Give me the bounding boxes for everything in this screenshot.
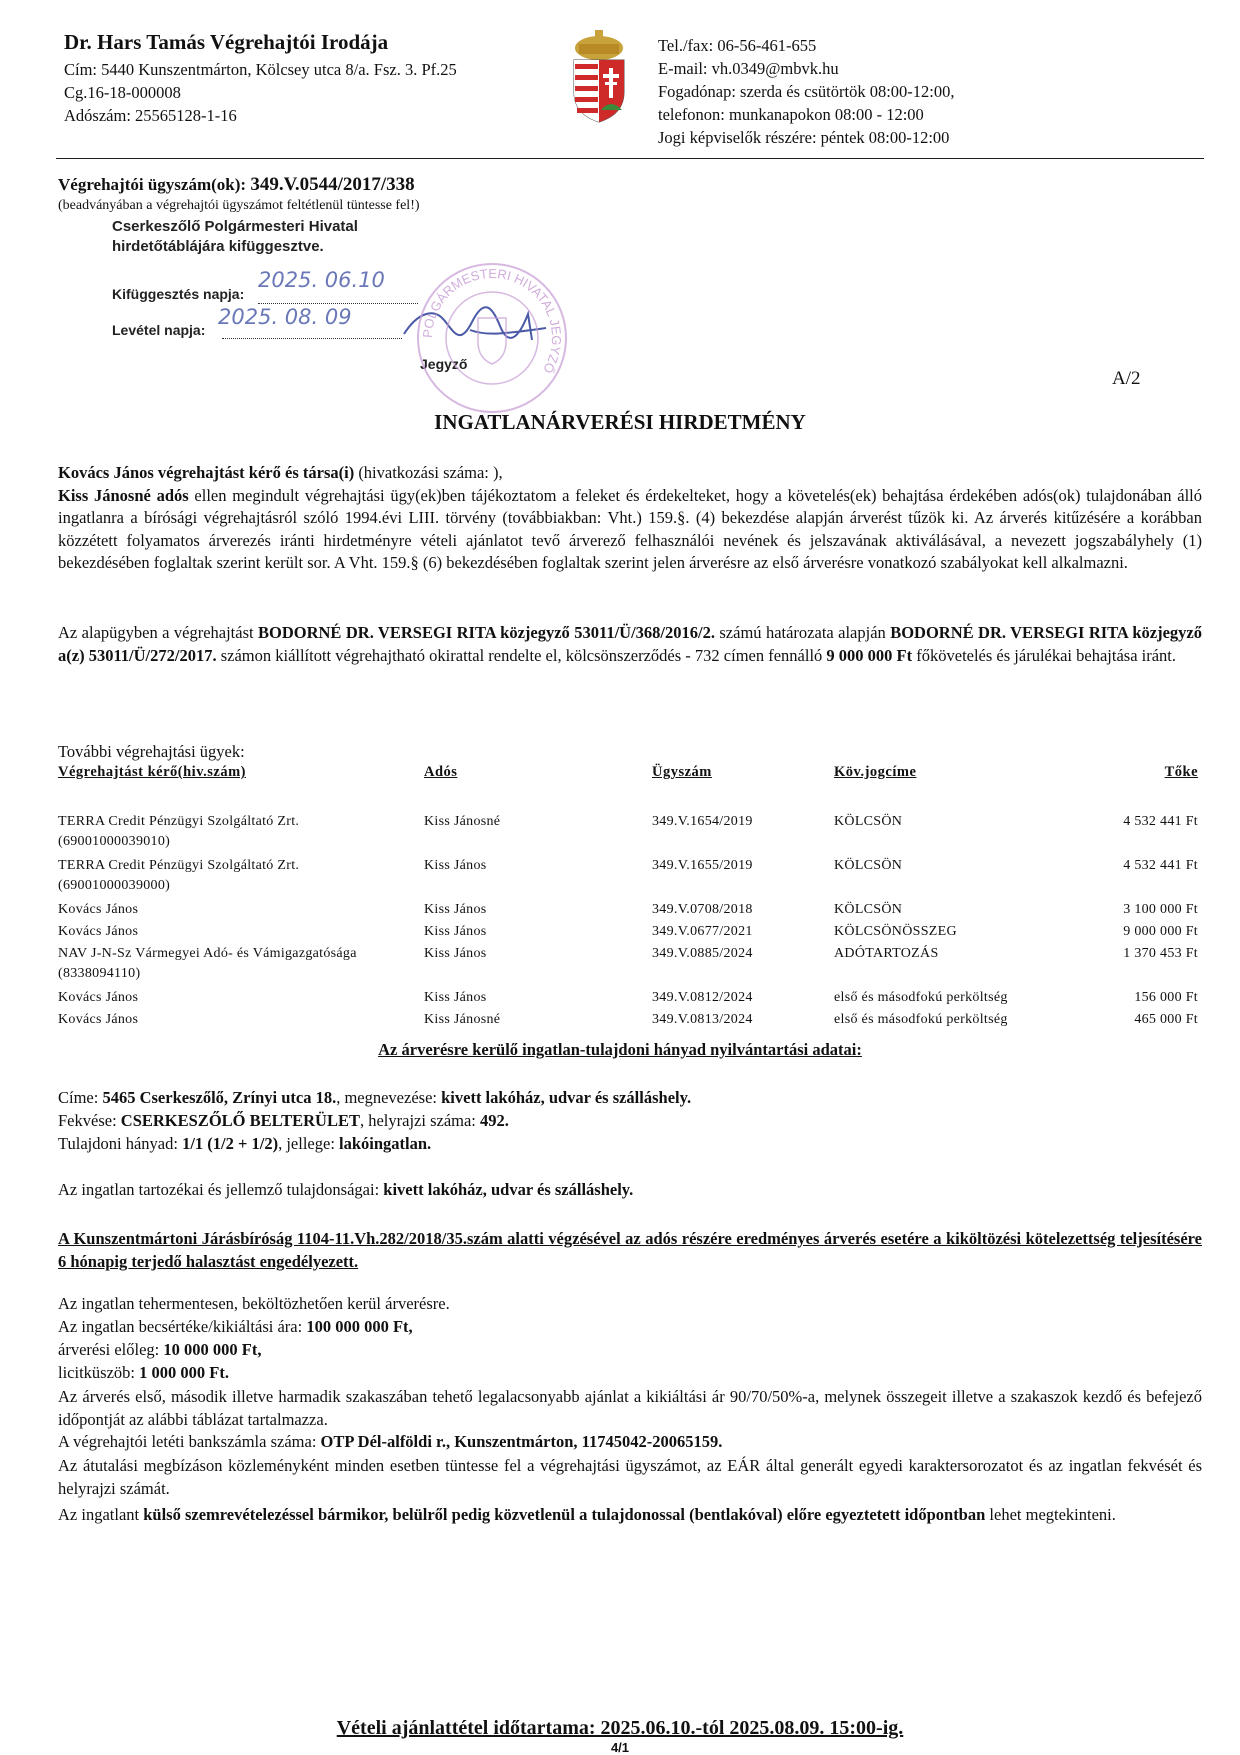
case-note: (beadványában a végrehajtói ügyszámot feltétlenül tüntesse fel!) [58,198,420,213]
document-code: A/2 [1112,368,1141,389]
terms-price: Az ingatlan becsértéke/kikiáltási ára: 100 000 000 Ft, [58,1317,413,1336]
terms-transfer-note: Az átutalási megbízáson közleményként minden esetben tüntesse fel a végrehajtási ügyszámot, az EÁR által generált egyedi karaktersorozatot és az ingatlan fekvését és helyrajzi számát. [58,1456,1202,1498]
stamp-line-2: hirdetőtáblájára kifüggesztve. [112,238,324,255]
offer-period: Vételi ajánlattétel időtartama: 2025.06.10.-tól 2025.08.09. 15:00-ig. [336,1717,904,1739]
posted-date: 2025. 06.10 [258,268,385,292]
lawyer-hours: Jogi képviselők részére: péntek 08:00-12:00 [658,128,950,147]
posted-label: Kifüggesztés napja: [112,286,245,302]
signatory-label: Jegyző [420,356,468,372]
email: E-mail: vh.0349@mbvk.hu [658,59,839,78]
page-number: 4/1 [610,1740,630,1755]
property-features: Az ingatlan tartozékai és jellemző tulajdonságai: kivett lakóház, udvar és szálláshely. [58,1180,634,1199]
tax-number: Adószám: 25565128-1-16 [64,106,237,125]
court-order: A Kunszentmártoni Járásbíróság 1104-11.Vh.282/2018/35.szám alatti végzésével az adós részére eredményes árverés esetére a kiköltözési kötelezettség teljesítésére 6 hónapig terjedő halasztást engedélyezett. [58,1229,1202,1271]
svg-text:POLGÁRMESTERI HIVATAL JEGYZŐ: POLGÁRMESTERI HIVATAL JEGYZŐ [419,265,565,376]
page-title: INGATLANÁRVERÉSI HIRDETMÉNY [434,410,806,434]
property-heading: Az árverésre kerülő ingatlan-tulajdoni hányad nyilvántartási adatai: [378,1040,862,1059]
terms-inspection: Az ingatlant külső szemrevételezéssel bármikor, belülről pedig közvetlenül a tulajdonossal (bentlakóval) előre egyeztetett időpontban lehet megtekinteni. [58,1505,1116,1524]
col-case-number: Ügyszám [652,764,712,780]
office-name: Dr. Hars Tamás Végrehajtói Irodája [64,30,389,54]
basis-paragraph: Az alapügyben a végrehajtást BODORNÉ DR. VERSEGI RITA közjegyző 53011/Ü/368/2016/2. számú határozata alapján BODORNÉ DR. VERSEGI RITA közjegyző a(z) 53011/Ü/272/2017. számon kiállított végrehajtható okirattal rendelte el, kölcsönszerződés - 732 címen fennálló 9 000 000 Ft főkövetelés és járulékai behajtása iránt. [58,623,1202,665]
case-number: Végrehajtói ügyszám(ok): 349.V.0544/2017/338 [58,174,415,195]
col-debtor: Adós [424,764,458,780]
terms-deposit: árverési előleg: 10 000 000 Ft, [58,1340,262,1359]
official-seal-icon [412,258,572,418]
property-address: Címe: 5465 Cserkeszőlő, Zrínyi utca 18., megnevezése: kivett lakóház, udvar és szálláshely. [58,1088,692,1107]
hungarian-coat-of-arms-icon [568,30,630,124]
office-address: Cím: 5440 Kunszentmárton, Kölcsey utca 8/a. Fsz. 3. Pf.25 [64,60,457,79]
office-hours: Fogadónap: szerda és csütörtök 08:00-12:00, [658,82,955,101]
property-share: Tulajdoni hányad: 1/1 (1/2 + 1/2), jellege: lakóingatlan. [58,1134,432,1153]
terms-encumbrance: Az ingatlan tehermentesen, beköltözhetően kerül árverésre. [58,1294,450,1313]
posted-dots [258,303,418,304]
phone-hours: telefonon: munkanapokon 08:00 - 12:00 [658,105,924,124]
col-claim-type: Köv.jogcíme [834,764,917,780]
col-principal: Tőke [1164,764,1198,780]
removed-label: Levétel napja: [112,322,206,338]
property-location: Fekvése: CSERKESZŐLŐ BELTERÜLET, helyrajzi száma: 492. [58,1111,509,1130]
registry-number: Cg.16-18-000008 [64,83,181,102]
further-cases-heading: További végrehajtási ügyek: [58,742,245,761]
intro-paragraph: Kovács János végrehajtást kérő és társa(i) (hivatkozási száma: ), Kiss Jánosné adós ellen megindult végrehajtási ügy(ek)ben tájékoztatom a feleket és érdekelteket, hogy a követelés(ek) behajtása érdekében adós(ok) tulajdonában álló ingatlanra a bírósági végrehajtásról szóló 1994.évi LIII. törvény (továbbiakban: Vht.) 159.§. (4) bekezdése alapján árverést tűzök ki. Az árverés kitűzésére a korábban közzétett folyamatos árverezés iránti hirdetményre vételi ajánlatot tevő árverező felhasználói nevének és jelszavának aktiválásával, a nevezett jogszabályhely (1) bekezdésében foglaltak szerint került sor. A Vht. 159.§ (6) bekezdésében foglaltak szerint jelen árverésre az első árverésre vonatkozó szabályokat kell alkalmazni. [58,463,1202,572]
terms-bank-account: A végrehajtói letéti bankszámla száma: OTP Dél-alföldi r., Kunszentmárton, 11745042-20065159. [58,1432,723,1451]
removed-date: 2025. 08. 09 [218,305,352,329]
header-divider [56,158,1204,159]
col-creditor: Végrehajtást kérő(hiv.szám) [58,764,247,780]
stamp-line-1: Cserkeszőlő Polgármesteri Hivatal [112,218,358,235]
phone-fax: Tel./fax: 06-56-461-655 [658,36,817,55]
terms-bid-step: licitküszöb: 1 000 000 Ft. [58,1363,229,1382]
removed-dots [222,338,402,339]
terms-stages: Az árverés első, második illetve harmadik szakaszában tehető legalacsonyabb ajánlat a kikiáltási ár 90/70/50%-a, melynek összegeit illetve a szakaszok kezdő és befejező időpontját az alábbi táblázat tartalmazza. [58,1387,1202,1429]
